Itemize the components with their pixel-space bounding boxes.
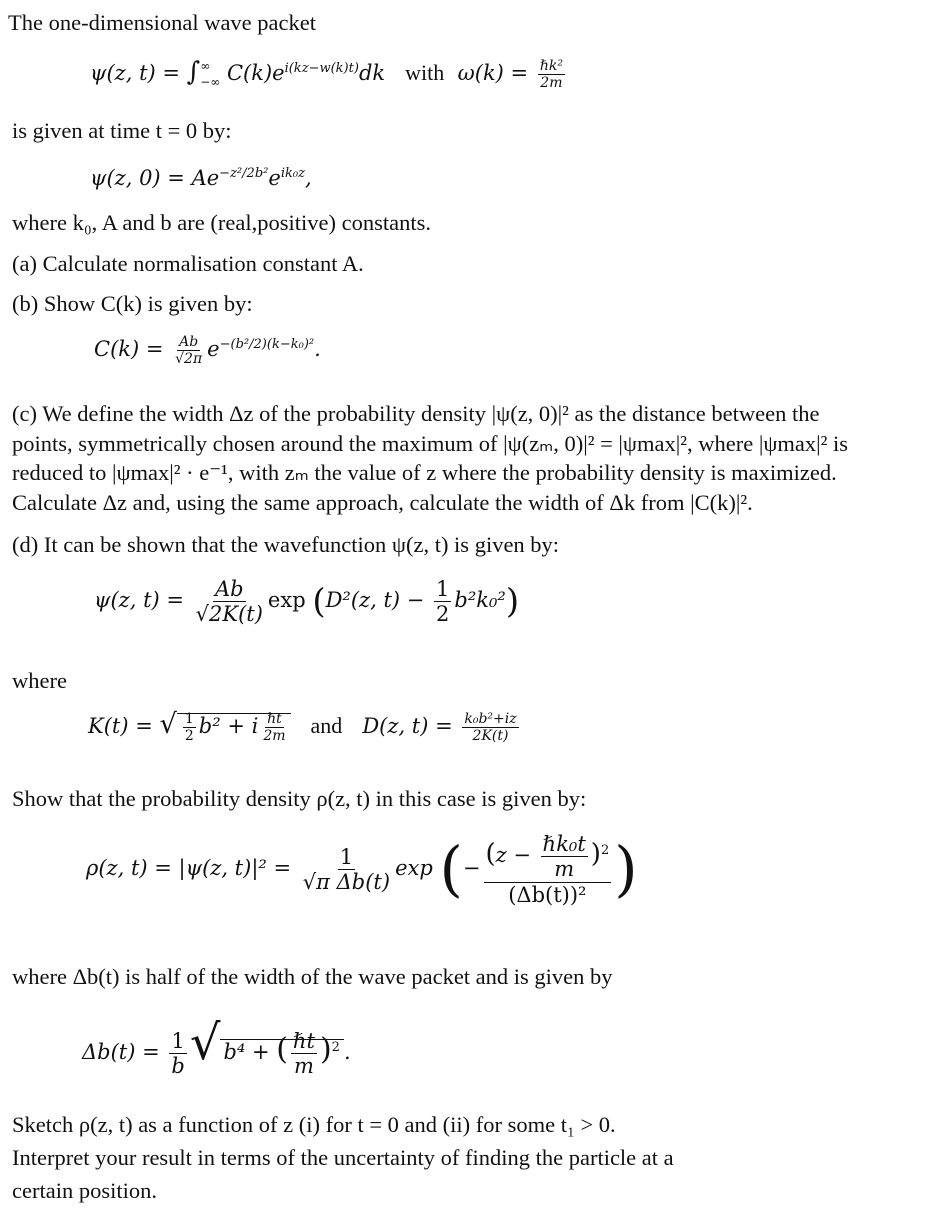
eq4-paren-open: ( [312,581,326,622]
eq3-den: √2π [175,351,203,368]
eq4-tail: b²k₀² [454,588,506,612]
eq4-exp: exp [267,588,306,612]
part-b: (b) Show C(k) is given by: [12,291,253,316]
part-c-line: Calculate Δz and, using the same approach, calculate the width of Δk from |C(k)|². [12,489,753,515]
eq6-inner: z − [495,843,538,868]
eq5-half-num: 1 [184,710,194,727]
equation-ck [94,334,321,367]
eq7-h-num: ℏt [292,1028,315,1053]
eq7-h-den: m [293,1054,314,1078]
eq3-e: e [207,337,220,362]
eq6-den2: (Δb(t))² [508,882,587,907]
eq6-h-den: m [554,857,575,882]
eq2-exp1: −z²/2b² [219,166,269,181]
eq6-num: 1 [339,844,354,869]
eq7-num: 1 [171,1028,185,1053]
and-text: and [310,713,343,738]
omega-den: 2m [540,75,563,92]
omega-lhs: ω(k) = [457,61,535,86]
eq6-den: √π Δb(t) [302,870,391,894]
eq-dk: dk [358,61,386,86]
eq4-half-den: 2 [436,602,450,626]
eq7-lhs: Δb(t) = [82,1040,167,1064]
eq4-den: √2K(t) [195,602,263,626]
sketch-text [12,1108,674,1207]
eq5-f-den: 2m [263,728,286,744]
eq7-tail: . [343,1040,351,1064]
eq6-h-num: ℏk₀t [542,832,586,857]
eq6-sq: 2 [600,843,610,859]
eq6-lhs: ρ(z, t) = |ψ(z, t)|² = [86,856,298,880]
eq5-d-den: 2K(t) [472,728,509,744]
given-text: is given at time t = 0 by: [12,118,232,143]
eq4-half-num: 1 [436,576,450,601]
eq5-mid: b² + i [198,714,259,738]
eq6-minus: − [462,856,481,880]
eq7-den: b [171,1054,185,1078]
part-c-line: points, symmetrically chosen around the maximum of |ψ(zₘ, 0)|² = |ψmax|², where |ψmax|² is [12,430,849,456]
constants-text: where k₀, A and b are (real,positive) constants. [12,210,431,235]
eq3-tail: . [314,337,321,362]
eq3-exp: −(b²/2)(k−k₀)² [219,337,315,353]
eq3-num: Ab [179,334,199,350]
eq-lhs: ψ(z, t) = [90,61,187,86]
eq4-lhs: ψ(z, t) = [94,588,191,612]
eq4-body: D²(z, t) − [325,588,432,612]
part-c [12,399,848,517]
integral-sign: ∫ [186,57,201,88]
with-text: with [405,60,445,86]
eq5-d-num: k₀b²+iz [464,710,517,727]
eq2-tail: , [304,166,312,190]
eq-body: C(k)e [226,61,285,86]
eq5-f-num: ℏt [267,710,282,727]
sketch-line: Interpret your result in terms of the uncertainty of finding the particle at a [12,1145,674,1170]
sketch-line: certain position. [12,1178,157,1203]
omega-num: ℏk² [539,58,563,74]
equation-rho: ρ(z, t) = |ψ(z, t)|² = $\frac{1}{\text{√π Δb(t)}}$ exp (− (z − $\frac{\text{ℏk₀t}}{m}$ )$^2$ (Δb(t))² ) [86,832,638,907]
part-d: (d) It can be shown that the wavefunction ψ(z, t) is given by: [12,532,560,557]
part-a: (a) Calculate normalisation constant A. [12,251,364,276]
eq5-lhs: K(t) = [88,714,160,738]
eq4-num: Ab [214,576,244,601]
eq7-body: b⁴ + [223,1040,277,1064]
eq2-exp2: ik₀z [280,166,305,181]
equation-initial [90,164,312,193]
eq7-sq: 2 [331,1040,340,1055]
part-c-line: reduced to |ψmax|² · e⁻¹, with zₘ the value of z where the probability density is maximized. [12,460,837,485]
equation-k-d: K(t) = √ $\frac{1}{2}$ b² + i $\frac{\text{ℏt}}{2m}$ and D(z, t) = $\frac{\text{k₀b²+iz}}{2K(t)}$ [88,709,517,744]
equation-psi-zt [94,572,519,630]
show-text: Show that the probability density ρ(z, t) in this case is given by: [12,786,587,811]
eq2-lhs: ψ(z, 0) = Ae [90,166,220,190]
where-text: where [12,668,67,693]
eq-exponent: i(kz−w(k)t) [284,61,359,77]
sketch-line: Sketch ρ(z, t) as a function of z (i) for t = 0 and (ii) for some t₁ > 0. [12,1112,616,1137]
int-upper: ∞ [200,59,211,73]
intro-text: The one-dimensional wave packet [8,10,317,35]
eq5-half-den: 2 [184,728,194,744]
eq5-rhs: D(z, t) = [362,714,460,738]
equation-db: Δb(t) = $\frac{1}{b}$ √ b⁴ + ( $\frac{\text{ℏt}}{m}$ )$^2$ . [82,1015,351,1078]
eq3-lhs: C(k) = [94,337,171,362]
int-lower: −∞ [200,74,221,89]
eq6-exp: exp [395,856,433,880]
equation-wave-packet [90,58,568,91]
where-db-text: where Δb(t) is half of the width of the wave packet and is given by [12,964,613,989]
eq2-e: e [268,166,281,190]
eq4-paren-close: ) [505,581,520,622]
part-c-line: (c) We define the width Δz of the probability density |ψ(z, 0)|² as the distance between the [12,401,820,426]
